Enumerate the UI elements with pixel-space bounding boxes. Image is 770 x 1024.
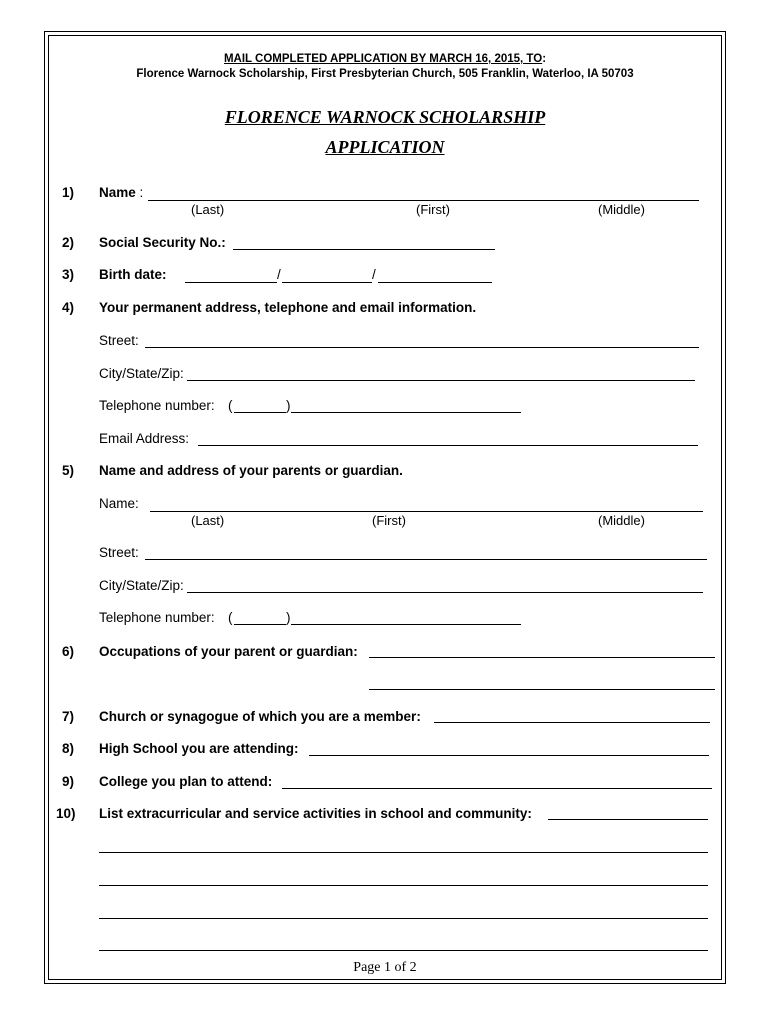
activities-field-4[interactable] [99,918,708,919]
form-subtitle: APPLICATION [325,137,445,157]
telephone-field[interactable] [291,412,521,413]
parent-street-label: Street: [99,545,139,560]
birth-year-field[interactable] [378,282,492,283]
occupations-label: Occupations of your parent or guardian: [99,644,358,659]
parent-sub-middle: (Middle) [598,513,645,528]
page-number: Page 1 of 2 [353,960,417,975]
parent-area-code-field[interactable] [234,624,286,625]
name-label-colon: : [139,185,144,200]
mail-instruction [0,53,770,65]
church-label: Church or synagogue of which you are a member: [99,709,421,724]
activities-field-1[interactable] [548,819,708,820]
street-label: Street: [99,333,139,348]
parent-telephone-field[interactable] [291,624,521,625]
item-number-8: 8) [62,741,75,756]
name-field[interactable] [148,200,699,201]
activities-field-2[interactable] [99,852,708,853]
item-number-6: 6) [62,644,75,659]
activities-field-5[interactable] [99,950,708,951]
activities-label: List extracurricular and service activities in school and community: [99,806,532,821]
birth-sep-2: / [372,267,376,282]
email-label: Email Address: [99,431,190,446]
parent-area-code-open: ( [228,610,233,625]
item-number-5: 5) [62,463,75,478]
parent-name-label: Name: [99,496,139,511]
parent-street-field[interactable] [145,559,707,560]
name-sub-middle: (Middle) [598,202,645,217]
city-state-zip-label: City/State/Zip: [99,366,184,381]
high-school-label: High School you are attending: [99,741,299,756]
page-border-inner [48,35,722,980]
name-sub-last: (Last) [191,202,225,217]
name-label [99,185,143,200]
area-code-field[interactable] [234,412,286,413]
parent-sub-last: (Last) [191,513,225,528]
high-school-field[interactable] [309,755,709,756]
occupations-field-2[interactable] [369,689,715,690]
item-number-7: 7) [62,709,75,724]
item-number-10: 10) [56,806,76,821]
item-number-2: 2) [62,235,75,250]
birth-month-field[interactable] [185,282,277,283]
parent-area-code-close: ) [286,610,291,625]
item-number-9: 9) [62,774,75,789]
name-sub-first: (First) [416,202,450,217]
item-number-3: 3) [62,267,75,282]
item-number-4: 4) [62,300,75,315]
address-heading: Your permanent address, telephone and email information. [99,300,477,315]
church-field[interactable] [434,722,710,723]
name-label-text: Name [99,185,136,200]
ssn-label: Social Security No.: [99,235,226,250]
parent-telephone-label: Telephone number: [99,610,215,625]
mail-deadline: MAIL COMPLETED APPLICATION BY MARCH 16, 2015, TO [223,53,543,65]
occupations-field-1[interactable] [369,657,715,658]
mailing-address: Florence Warnock Scholarship, First Presbyterian Church, 505 Franklin, Waterloo, IA 50703 [136,68,634,80]
ssn-field[interactable] [233,249,495,250]
area-code-open: ( [228,398,233,413]
college-field[interactable] [282,788,712,789]
street-field[interactable] [145,347,699,348]
parent-sub-first: (First) [372,513,406,528]
parent-city-state-zip-field[interactable] [187,592,703,593]
birth-day-field[interactable] [282,282,372,283]
telephone-label: Telephone number: [99,398,215,413]
form-title: FLORENCE WARNOCK SCHOLARSHIP [224,107,546,127]
parents-heading: Name and address of your parents or guardian. [99,463,403,478]
area-code-close: ) [286,398,291,413]
parent-name-field[interactable] [150,511,703,512]
mail-colon: : [542,53,547,65]
city-state-zip-field[interactable] [187,380,695,381]
parent-city-state-zip-label: City/State/Zip: [99,578,184,593]
item-number-1: 1) [62,185,75,200]
birth-date-label: Birth date: [99,267,167,282]
email-field[interactable] [198,445,698,446]
college-label: College you plan to attend: [99,774,273,789]
birth-sep-1: / [277,267,281,282]
activities-field-3[interactable] [99,885,708,886]
